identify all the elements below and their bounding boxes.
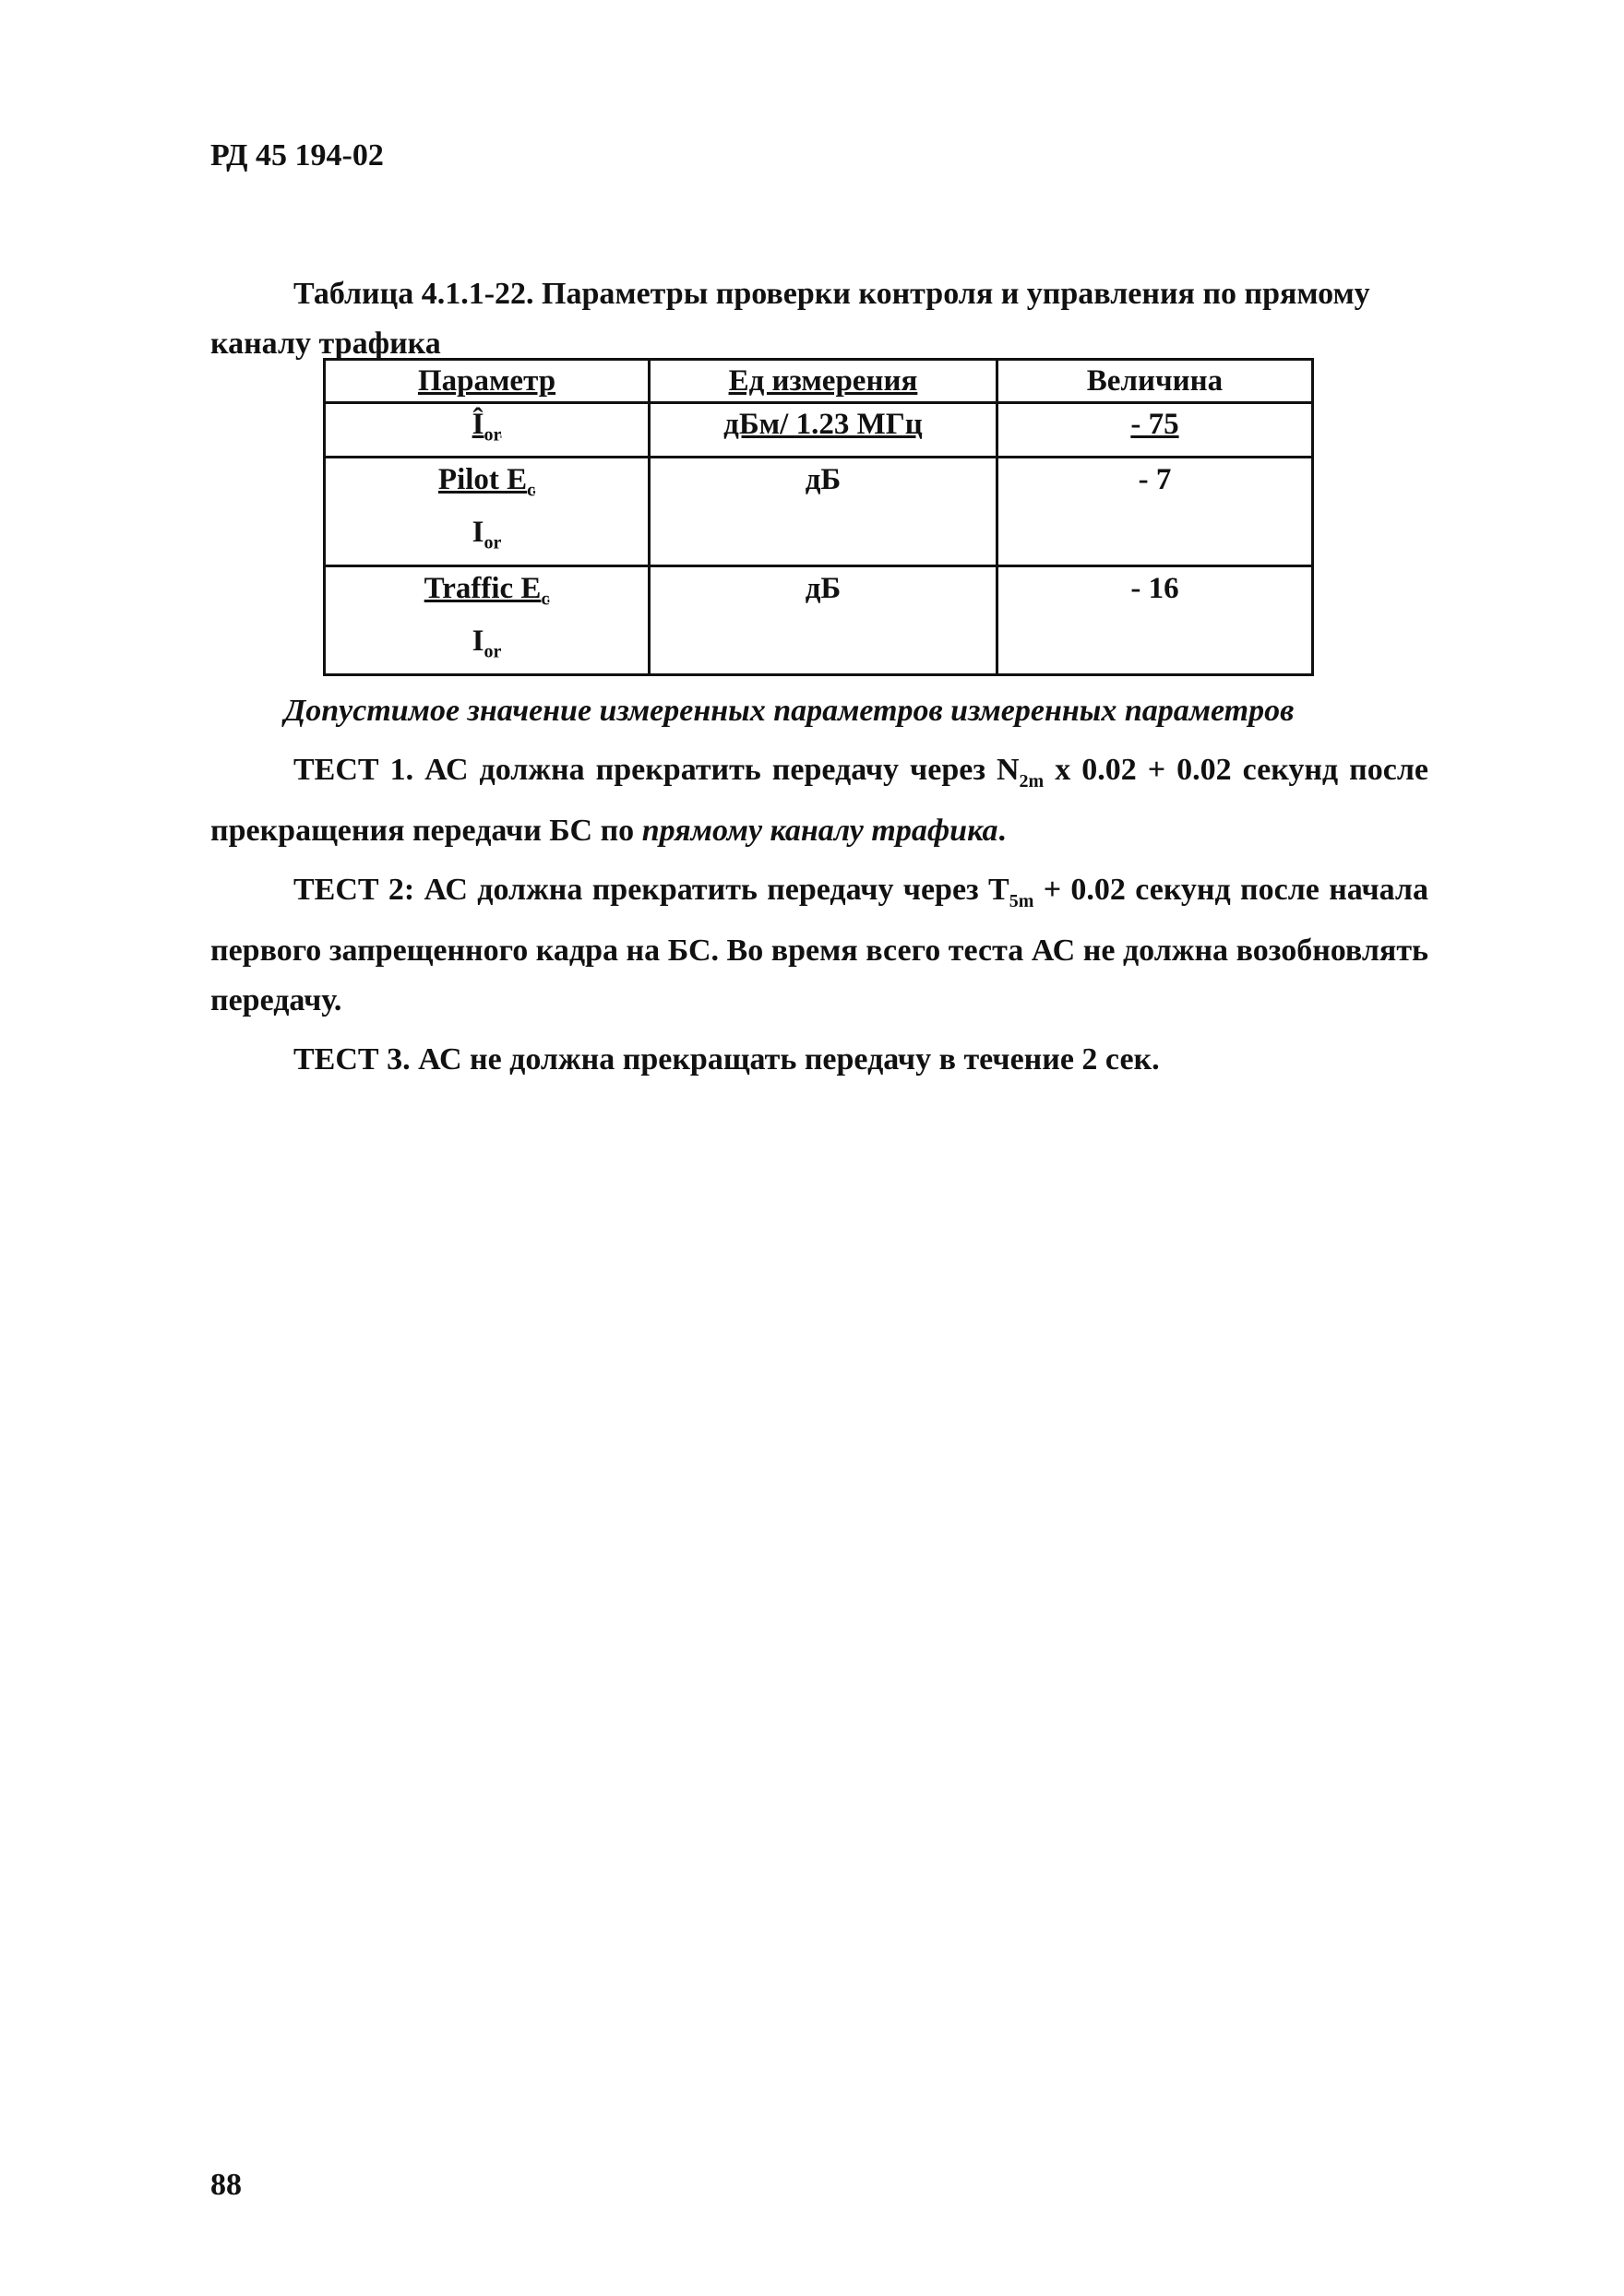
value-cell: - 16 (997, 565, 1312, 674)
value-cell: - 75 (997, 403, 1312, 458)
unit-cell: дБ (650, 457, 997, 565)
table-header-row (325, 360, 1313, 403)
table-row (325, 403, 1313, 458)
param-fraction (438, 458, 535, 565)
fraction-denominator: $I_{or}$ (472, 516, 502, 553)
section-heading: Допустимое значение измеренных параметров измеренных параметров (284, 694, 1295, 728)
document-code: РД 45 194-02 (210, 138, 384, 172)
table-row (325, 565, 1313, 674)
page-number: 88 (210, 2168, 242, 2202)
test-2-paragraph: ТЕСТ 2: АС должна прекратить передачу через $T_{5m} + 0.02$ секунд после начала первого запрещенного кадра на БС. Во время всего теста АС не должна возобновлять передачу. (210, 872, 1428, 1017)
fraction-numerator: Pilot $E_c$ (437, 462, 536, 501)
table-caption: Таблица 4.1.1-22. Параметры проверки контроля и управления по прямому каналу трафика (210, 277, 1370, 361)
parameters-table (323, 358, 1314, 676)
table-row (325, 457, 1313, 565)
column-header-value: Величина (997, 360, 1312, 403)
test-1-paragraph: ТЕСТ 1. АС должна прекратить передачу через $N_{2m}$ x 0.02 + 0.02 секунд после прекращения передачи БС по прямому каналу трафика. (210, 753, 1428, 848)
param-subscript: or (484, 424, 502, 446)
fraction-numerator: Traffic $E_c$ (424, 571, 550, 610)
test-3-paragraph: ТЕСТ 3. АС не должна прекращать передачу в течение 2 сек. (293, 1041, 1160, 1077)
column-header-unit: Ед измерения (650, 360, 997, 403)
param-cell (325, 403, 650, 458)
column-header-parameter: Параметр (325, 360, 650, 403)
param-symbol: Î (472, 408, 484, 441)
fraction-denominator: $I_{or}$ (472, 625, 502, 662)
param-cell (325, 565, 650, 674)
document-body (210, 686, 1428, 1085)
param-cell (325, 457, 650, 565)
unit-cell: дБ (650, 565, 997, 674)
param-fraction (424, 567, 550, 673)
unit-cell: дБм/ 1.23 МГц (650, 403, 997, 458)
value-cell: - 7 (997, 457, 1312, 565)
